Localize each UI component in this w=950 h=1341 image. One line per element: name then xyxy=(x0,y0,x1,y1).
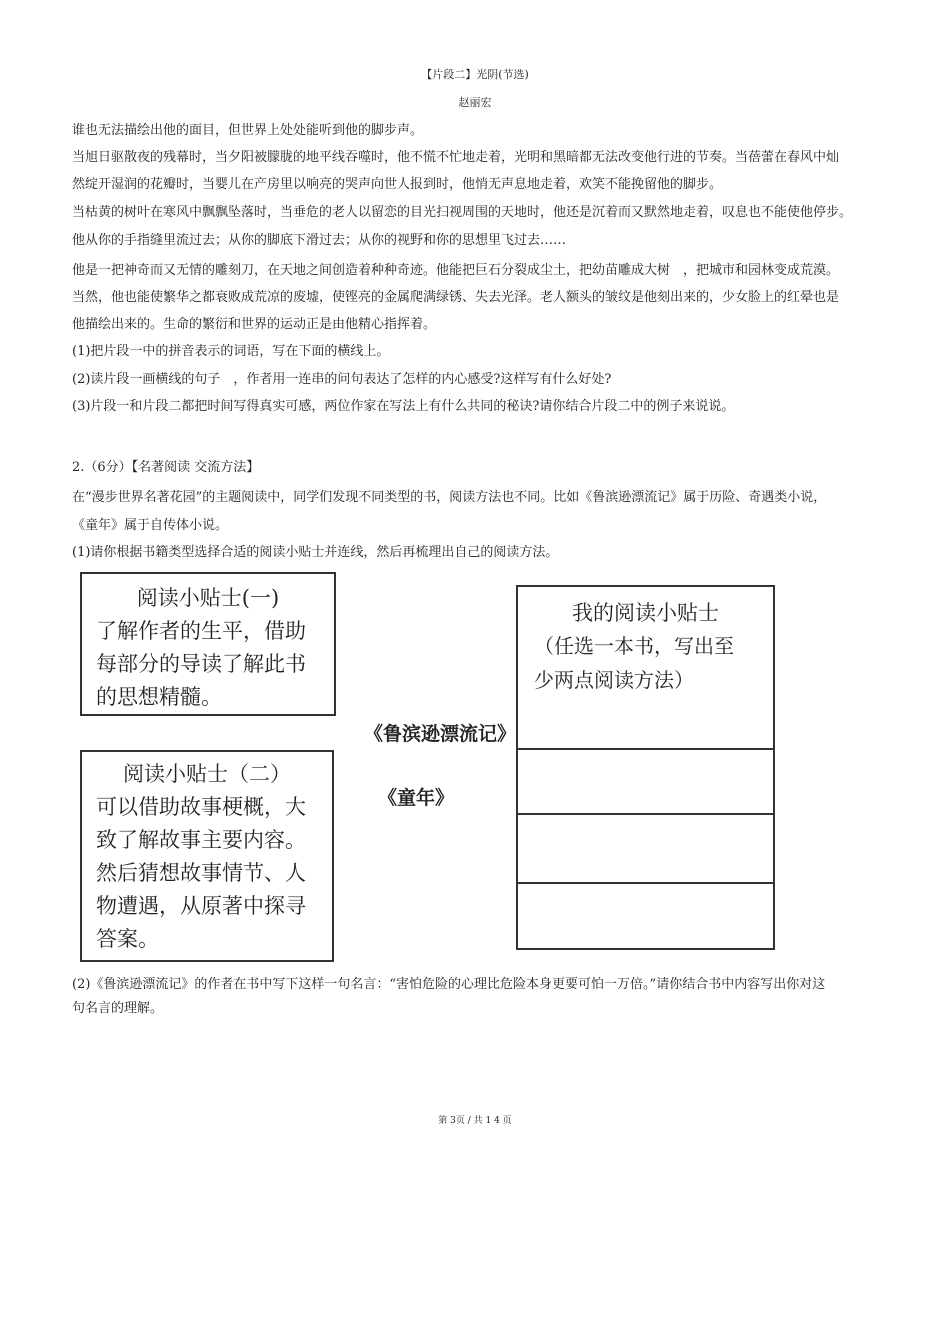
answer-line xyxy=(516,748,775,750)
reading-tip-2-title: 阅读小贴士（二） xyxy=(123,762,291,786)
answer-line xyxy=(516,882,775,884)
passage-line: 他从你的手指缝里流过去；从你的脚底下滑过去；从你的视野和你的思想里飞过去…… xyxy=(72,233,567,248)
book-childhood: 《童年》 xyxy=(378,787,455,809)
passage-line: 他是一把神奇而又无情的雕刻刀，在天地之间创造着种种奇迹。他能把巨石分裂成尘土，把幼苗雕成大树 ，把城市和园林变成荒漠。 xyxy=(72,263,840,278)
question-1: (1)把片段一中的拼音表示的词语，写在下面的横线上。 xyxy=(72,344,390,359)
author-name: 赵丽宏 xyxy=(458,96,492,109)
reading-tip-1-text: 了解作者的生平，借助 每部分的导读了解此书 的思想精髓。 xyxy=(96,619,306,709)
section2-question-2: (2)《鲁滨逊漂流记》的作者在书中写下这样一句名言：“害怕危险的心理比危险本身更要可怕一万倍。”请你结合书中内容写出你对这 xyxy=(72,977,826,992)
fragment-title: 【片段二】光阴(节选) xyxy=(421,68,529,81)
section2-intro: 在“漫步世界名著花园”的主题阅读中，同学们发现不同类型的书，阅读方法也不同。比如《鲁滨逊漂流记》属于历险、奇遇类小说， xyxy=(72,490,827,505)
section2-heading: 2.（6分）【名著阅读 交流方法】 xyxy=(72,460,260,475)
question-2: (2)读片段一画横线的句子 ，作者用一连串的问句表达了怎样的内心感受?这样写有什么好处? xyxy=(72,372,612,387)
reading-tip-1-title: 阅读小贴士(一) xyxy=(136,586,280,610)
reading-tip-1-box xyxy=(80,572,336,716)
passage-line: 当然，他也能使繁华之都衰败成荒凉的废墟，使铿亮的金属爬满绿锈、失去光泽。老人额头的皱纹是他刻出来的，少女脸上的红晕也是 xyxy=(72,290,840,305)
section2-intro: 《童年》属于自传体小说。 xyxy=(72,518,229,533)
reading-tip-2-text: 可以借助故事梗概，大 致了解故事主要内容。 然后猜想故事情节、人 物遭遇，从原著中探寻 答案。 xyxy=(96,795,306,951)
my-reading-tips-instruction: （任选一本书，写出至 少两点阅读方法） xyxy=(534,634,734,692)
answer-line xyxy=(516,813,775,815)
question-3: (3)片段一和片段二都把时间写得真实可感，两位作家在写法上有什么共同的秘诀?请你结合片段二中的例子来说说。 xyxy=(72,399,735,414)
reading-tip-2-box xyxy=(80,750,334,962)
book-robinson-crusoe: 《鲁滨逊漂流记》 xyxy=(364,723,517,745)
page-footer: 第 3页 / 共 1 4 页 xyxy=(438,1116,512,1126)
section2-question-1: (1)请你根据书籍类型选择合适的阅读小贴士并连线，然后再梳理出自己的阅读方法。 xyxy=(72,545,559,560)
passage-line: 谁也无法描绘出他的面目，但世界上处处能听到他的脚步声。 xyxy=(72,123,424,138)
passage-line: 然绽开湿润的花瓣时，当婴儿在产房里以响亮的哭声向世人报到时，他悄无声息地走着，欢笑不能挽留他的脚步。 xyxy=(72,177,723,192)
my-reading-tips-box xyxy=(516,585,775,950)
passage-line: 当枯黄的树叶在寒风中飘飘坠落时，当垂危的老人以留恋的目光扫视周围的天地时，他还是沉着而又默然地走着，叹息也不能使他停步。 xyxy=(72,205,853,220)
my-reading-tips-title: 我的阅读小贴士 xyxy=(572,601,719,625)
passage-line: 当旭日驱散夜的残幕时，当夕阳被朦胧的地平线吞噬时，他不慌不忙地走着，光明和黑暗都无法改变他行进的节奏。当蓓蕾在春风中灿 xyxy=(72,150,840,165)
passage-line: 他描绘出来的。生命的繁衍和世界的运动正是由他精心指挥着。 xyxy=(72,317,437,332)
section2-question-2: 句名言的理解。 xyxy=(72,1001,164,1016)
